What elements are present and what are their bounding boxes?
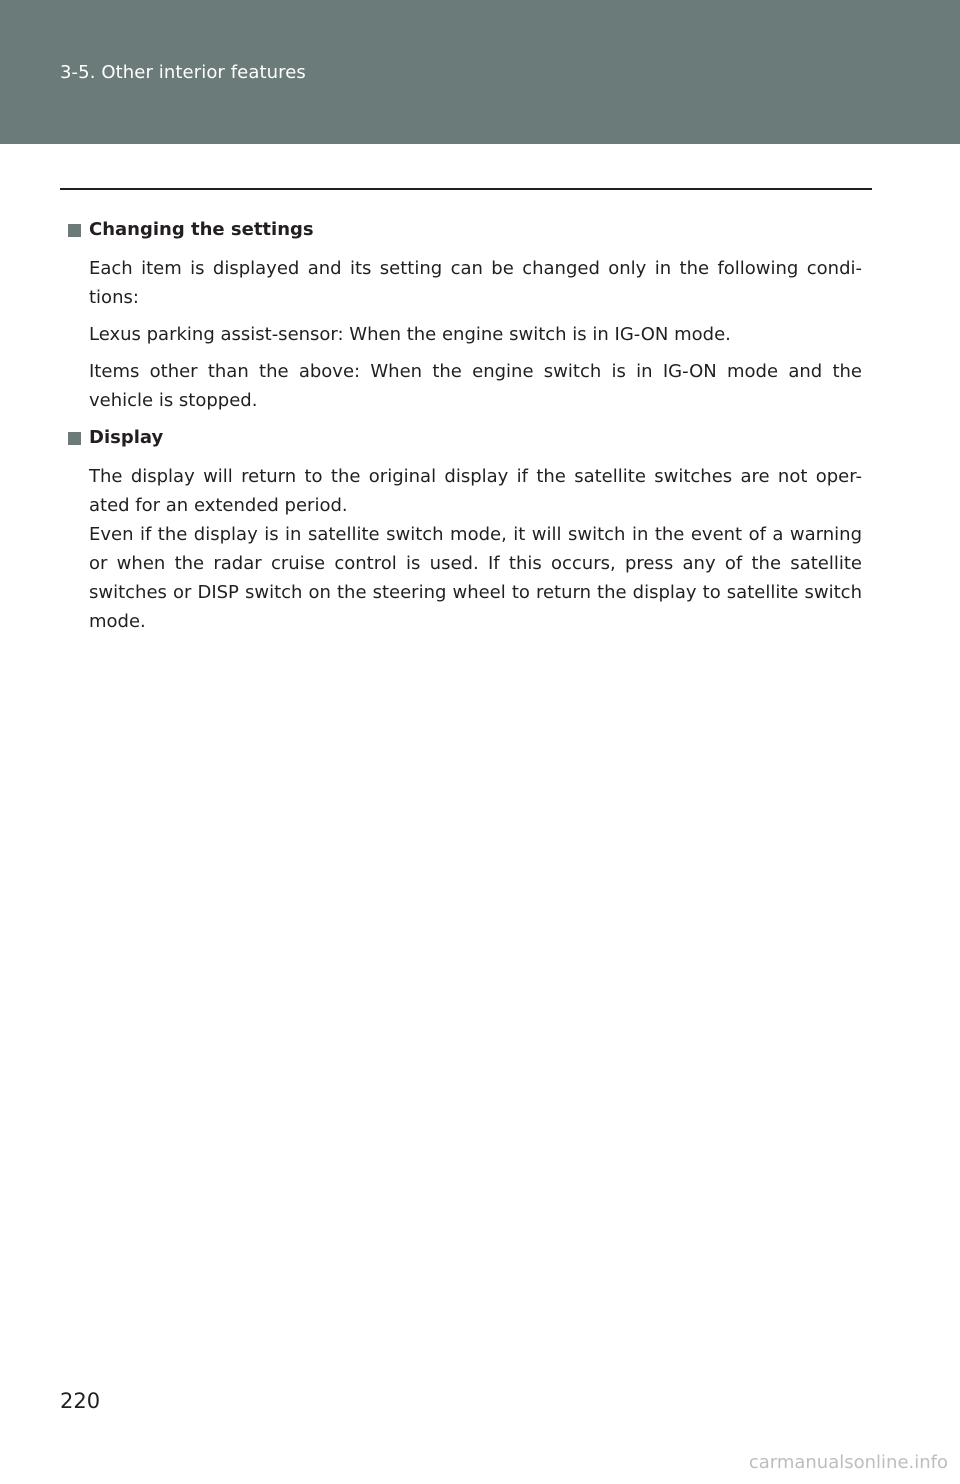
paragraph: Lexus parking assist-sensor: When the engine switch is in IG-ON mode. [89, 324, 731, 345]
paragraph: The display will return to the original display if the satellite switches are not oper-ated for an extended period. [89, 466, 862, 516]
paragraph: Items other than the above: When the engine switch is in IG-ON mode and the vehicle is stopped. [89, 361, 862, 411]
paragraph: Even if the display is in satellite switch mode, it will switch in the event of a warning or when the radar cruise control is used. If this occurs, press any of the satellite switches or DISP switch on the steering wheel to return the display to satellite switch mode. [89, 524, 862, 632]
square-bullet-icon [68, 224, 81, 237]
section-heading [68, 425, 862, 451]
horizontal-rule [60, 188, 872, 190]
content [68, 217, 862, 644]
heading-text: Display [89, 427, 164, 448]
header-band [0, 0, 960, 144]
page-number: 220 [60, 1389, 101, 1413]
section-heading [68, 217, 862, 243]
watermark: carmanualsonline.info [748, 1452, 948, 1473]
paragraph: Each item is displayed and its setting can be changed only in the following condi-tions: [89, 258, 862, 308]
heading-text: Changing the settings [89, 219, 314, 240]
square-bullet-icon [68, 432, 81, 445]
section-title: 3-5. Other interior features [60, 62, 306, 83]
